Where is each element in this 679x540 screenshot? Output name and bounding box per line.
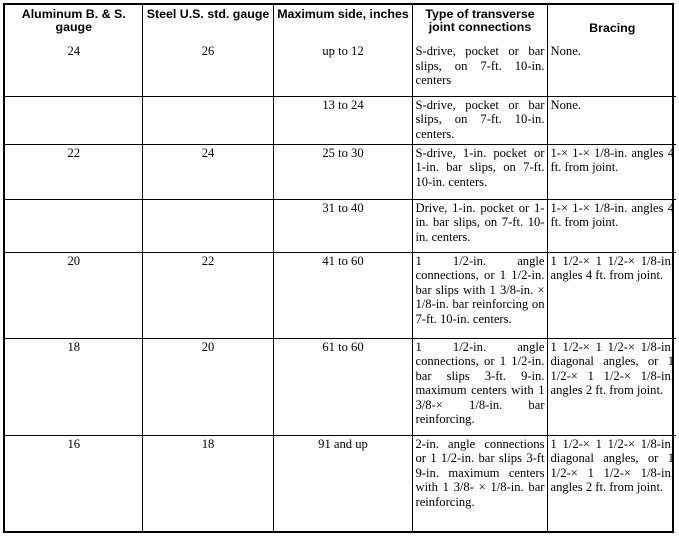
table-row bbox=[5, 252, 676, 338]
header-maximum-side: Maximum side, inches bbox=[273, 5, 412, 43]
duct-gauge-table bbox=[5, 5, 676, 531]
cell-maximum-side: 25 to 30 bbox=[273, 144, 412, 199]
cell-bracing: 1-× 1-× 1/8-in. angles 4 ft. from joint. bbox=[547, 144, 676, 199]
cell-joint-connections: S-drive, 1-in. pocket or 1-in. bar slips, on 7-ft. 10-in. centers. bbox=[412, 144, 547, 199]
cell-bracing: 1 1/2-× 1 1/2-× 1/8-in. diagonal angles, or 1 1/2-× 1 1/2-× 1/8-in. angles 2 ft. from joint. bbox=[547, 338, 676, 435]
cell-maximum-side: 41 to 60 bbox=[273, 252, 412, 338]
cell-joint-connections: Drive, 1-in. pocket or 1-in. bar slips, on 7-ft. 10-in. centers. bbox=[412, 199, 547, 252]
cell-aluminum-gauge: 18 bbox=[5, 338, 142, 435]
duct-gauge-table-container bbox=[3, 3, 674, 533]
cell-aluminum-gauge: 22 bbox=[5, 144, 142, 199]
cell-aluminum-gauge: 16 bbox=[5, 435, 142, 531]
table-row bbox=[5, 199, 676, 252]
header-aluminum-gauge: Aluminum B. & S. gauge bbox=[5, 5, 142, 43]
table-row bbox=[5, 338, 676, 435]
table-row bbox=[5, 435, 676, 531]
cell-maximum-side: 91 and up bbox=[273, 435, 412, 531]
cell-steel-gauge: 20 bbox=[142, 338, 273, 435]
cell-aluminum-gauge bbox=[5, 96, 142, 144]
cell-joint-connections: 1 1/2-in. angle connections, or 1 1/2-in. bar slips with 1 3/8-in. × 1/8-in. bar reinforcing on 7-ft. 10-in. centers. bbox=[412, 252, 547, 338]
cell-aluminum-gauge: 20 bbox=[5, 252, 142, 338]
header-joint-connections: Type of transverse joint connections bbox=[412, 5, 547, 43]
cell-bracing: 1-× 1-× 1/8-in. angles 4 ft. from joint. bbox=[547, 199, 676, 252]
cell-joint-connections: S-drive, pocket or bar slips, on 7-ft. 10-in. centers bbox=[412, 43, 547, 96]
cell-joint-connections: 1 1/2-in. angle connections, or 1 1/2-in. bar slips 3-ft. 9-in. maximum centers with 1 3/8-× 1/8-in. bar reinforcing. bbox=[412, 338, 547, 435]
header-row bbox=[5, 5, 676, 43]
cell-maximum-side: 61 to 60 bbox=[273, 338, 412, 435]
header-steel-gauge: Steel U.S. std. gauge bbox=[142, 5, 273, 43]
cell-joint-connections: 2-in. angle connections or 1 1/2-in. bar slips 3-ft 9-in. maximum centers with 1 3/8- × 1/8-in. bar reinforcing. bbox=[412, 435, 547, 531]
cell-maximum-side: 13 to 24 bbox=[273, 96, 412, 144]
cell-steel-gauge: 24 bbox=[142, 144, 273, 199]
cell-steel-gauge bbox=[142, 96, 273, 144]
cell-steel-gauge: 18 bbox=[142, 435, 273, 531]
cell-bracing: 1 1/2-× 1 1/2-× 1/8-in. angles 4 ft. from joint. bbox=[547, 252, 676, 338]
cell-steel-gauge bbox=[142, 199, 273, 252]
cell-maximum-side: 31 to 40 bbox=[273, 199, 412, 252]
table-row bbox=[5, 144, 676, 199]
cell-bracing: None. bbox=[547, 43, 676, 96]
cell-aluminum-gauge: 24 bbox=[5, 43, 142, 96]
cell-maximum-side: up to 12 bbox=[273, 43, 412, 96]
table-row bbox=[5, 43, 676, 96]
cell-bracing: None. bbox=[547, 96, 676, 144]
cell-steel-gauge: 22 bbox=[142, 252, 273, 338]
table-row bbox=[5, 96, 676, 144]
cell-bracing: 1 1/2-× 1 1/2-× 1/8-in. diagonal angles, or 1 1/2-× 1 1/2-× 1/8-in. angles 2 ft. from joint. bbox=[547, 435, 676, 531]
cell-joint-connections: S-drive, pocket or bar slips, on 7-ft. 10-in. centers. bbox=[412, 96, 547, 144]
header-bracing: Bracing bbox=[547, 5, 676, 43]
cell-steel-gauge: 26 bbox=[142, 43, 273, 96]
cell-aluminum-gauge bbox=[5, 199, 142, 252]
